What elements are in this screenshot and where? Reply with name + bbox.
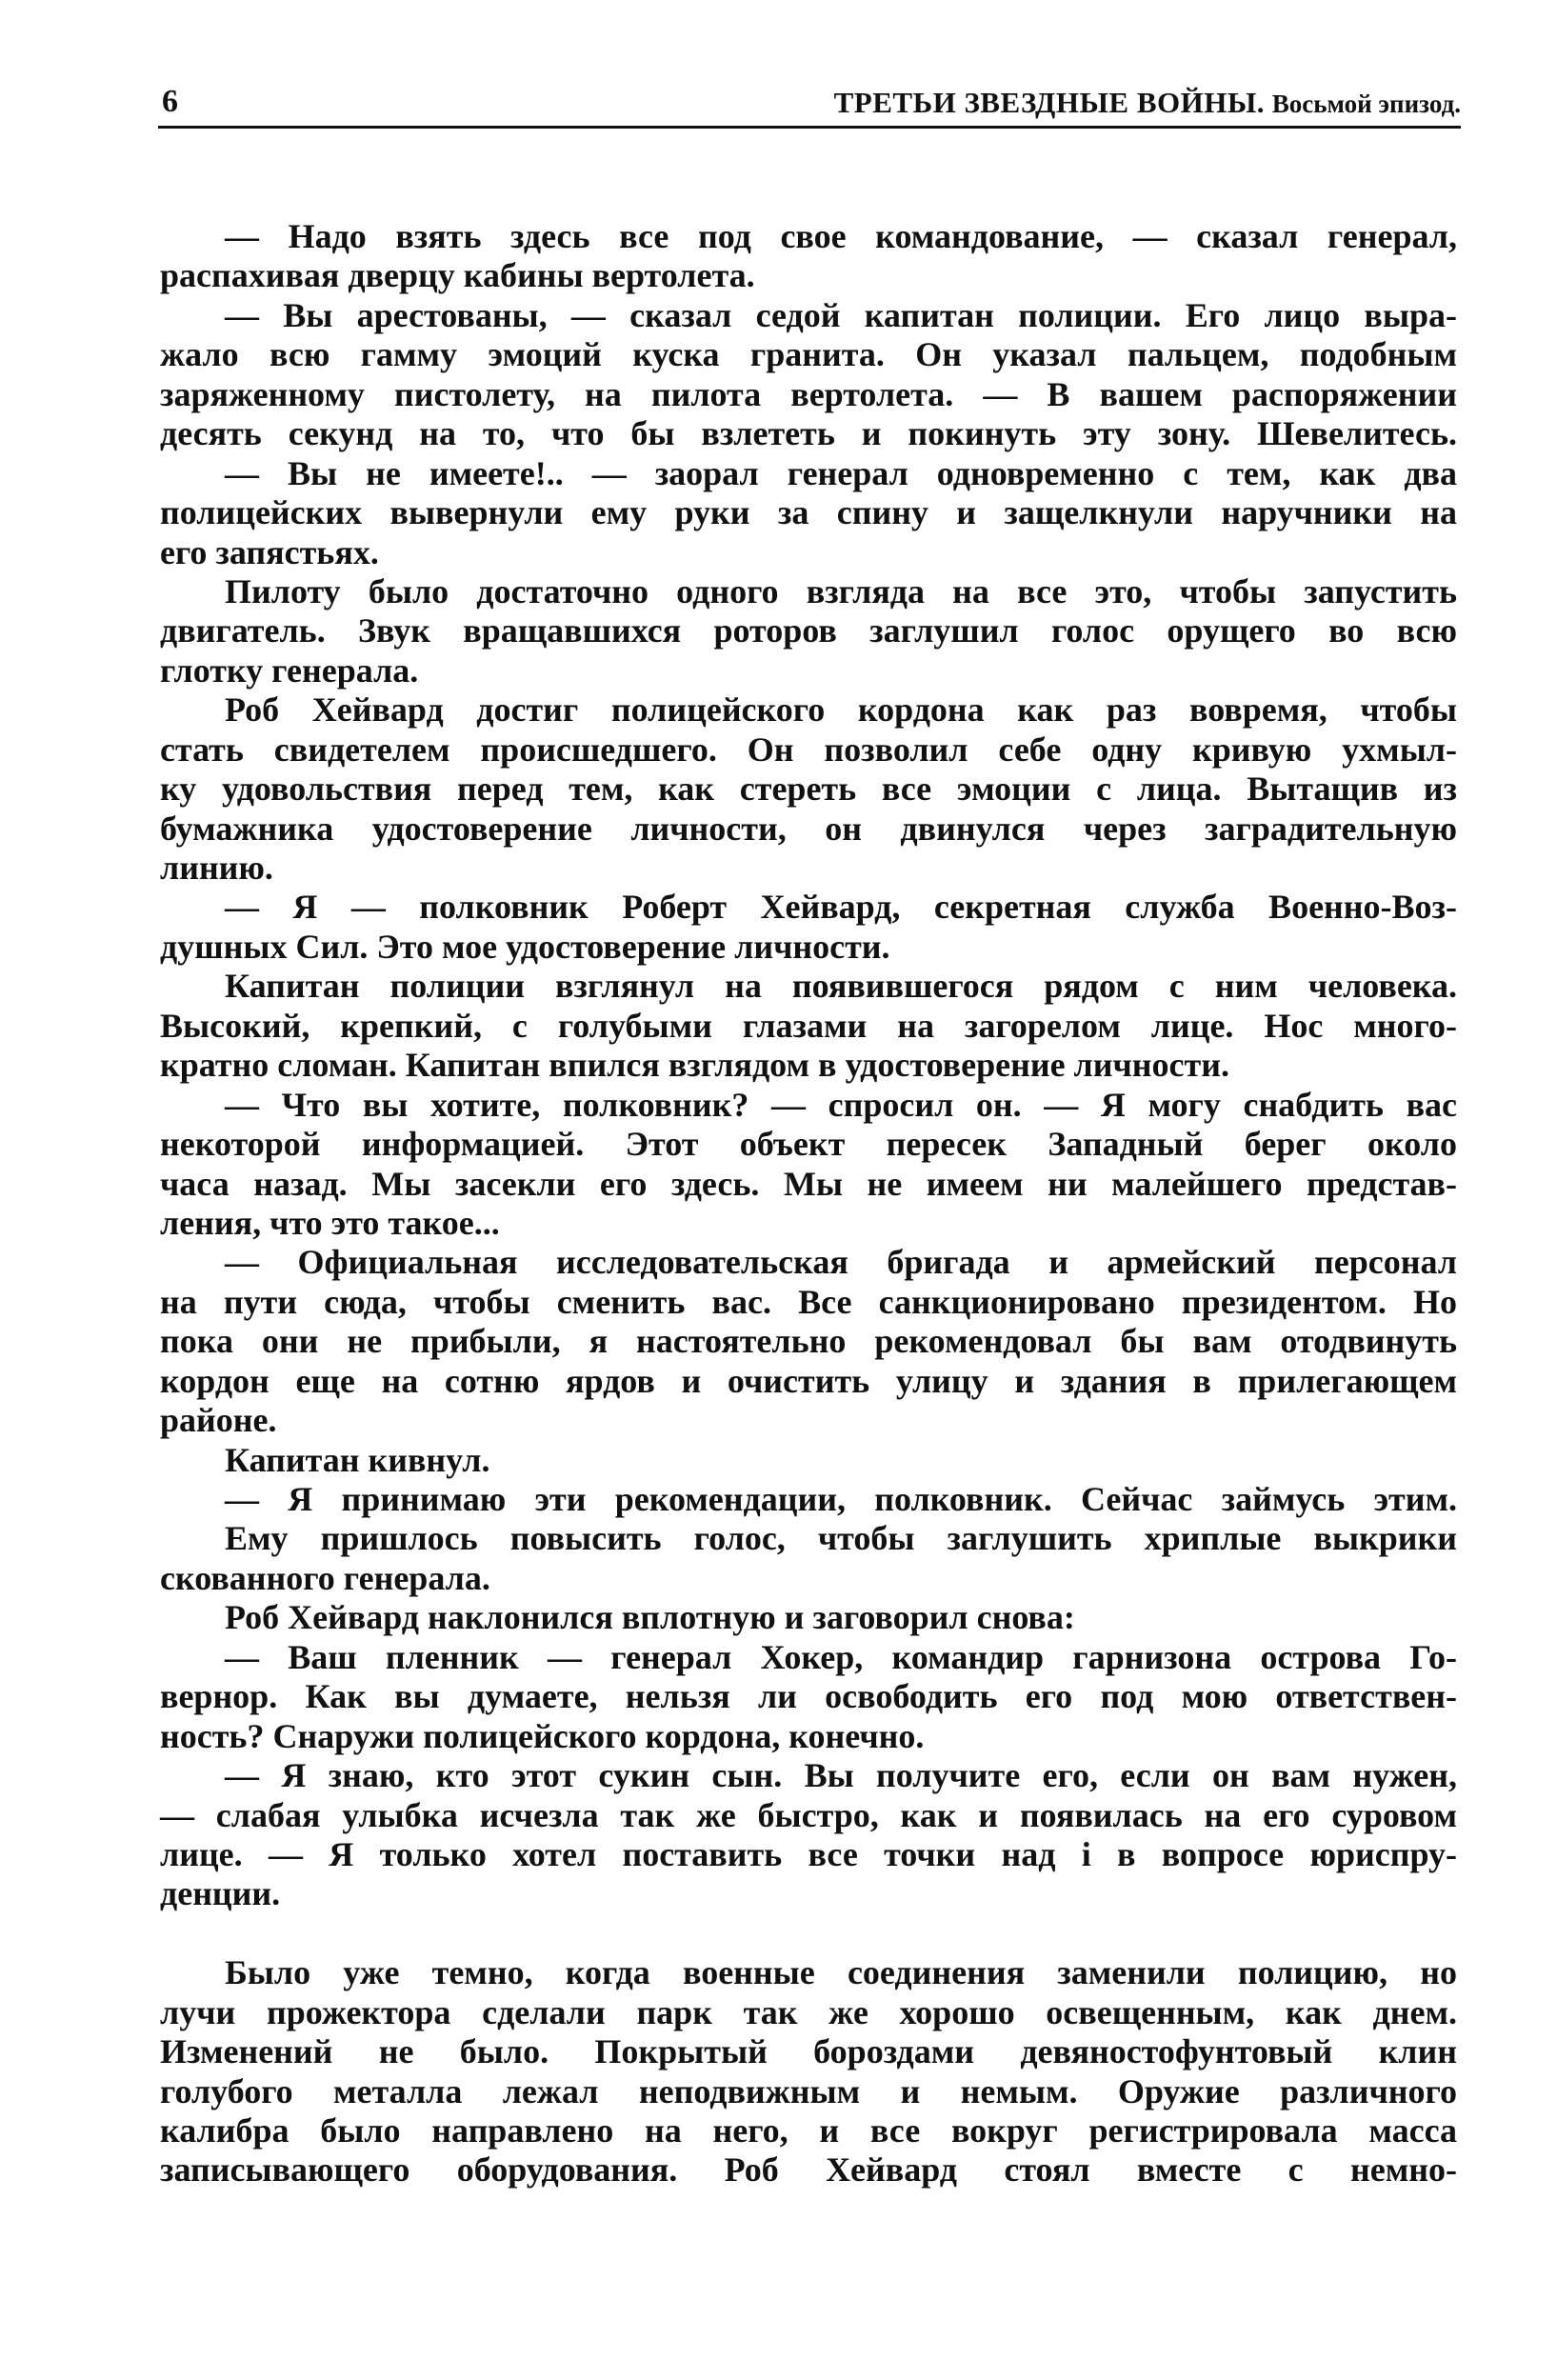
text-line: Было уже темно, когда военные соединения заменили полицию, но <box>225 1953 1457 1992</box>
text-line: заряженному пистолету, на пилота вертолета. — В вашем распоряжении <box>160 374 1457 413</box>
text-line: Капитан кивнул. <box>225 1440 490 1479</box>
text-line: на пути сюда, чтобы сменить вас. Все санкционировано президентом. Но <box>160 1282 1457 1321</box>
text-line: кратно сломан. Капитан впился взглядом в удостоверение личности. <box>160 1046 1229 1085</box>
page-number: 6 <box>162 84 178 119</box>
text-line: калибра было направлено на него, и все вокруг регистрировала масса <box>160 2111 1457 2150</box>
text-line: двигатель. Звук вращавшихся роторов заглушил голос орущего во всю <box>160 611 1457 650</box>
text-line: полицейских вывернули ему руки за спину и защелкнули наручники на <box>160 493 1457 532</box>
text-line: — Вы арестованы, — сказал седой капитан полиции. Его лицо выра- <box>225 295 1457 334</box>
text-line: бумажника удостоверение личности, он двинулся через заградительную <box>160 809 1457 848</box>
text-line: Капитан полиции взглянул на появившегося рядом с ним человека. <box>225 967 1457 1006</box>
text-line: Ему пришлось повысить голос, чтобы заглушить хриплые выкрики <box>225 1519 1457 1558</box>
text-line: — Ваш пленник — генерал Хокер, командир гарнизона острова Го- <box>225 1637 1457 1676</box>
text-line: жало всю гамму эмоций куска гранита. Он указал пальцем, подобным <box>160 335 1457 374</box>
text-line: ления, что это такое... <box>160 1203 500 1242</box>
text-line: кордон еще на сотню ярдов и очистить улицу и здания в прилегающем <box>160 1361 1457 1400</box>
text-line: — Что вы хотите, полковник? — спросил он. — Я могу снабдить вас <box>225 1085 1457 1124</box>
paragraph <box>160 690 1457 888</box>
text-line: записывающего оборудования. Роб Хейвард стоял вместе с немно- <box>160 2150 1457 2190</box>
text-line: Роб Хейвард наклонился вплотную и заговорил снова: <box>225 1598 1075 1637</box>
text-line: пока они не прибыли, я настоятельно рекомендовал бы вам отодвинуть <box>160 1322 1457 1361</box>
episode-subtitle: Восьмой эпизод. <box>1271 90 1461 118</box>
text-line: — Официальная исследовательская бригада и армейский персонал <box>225 1243 1457 1282</box>
text-line: некоторой информацией. Этот объект пересек Западный берег около <box>160 1125 1457 1164</box>
text-line: десять секунд на то, что бы взлететь и покинуть эту зону. Шевелитесь. <box>160 414 1457 453</box>
running-title <box>834 86 1461 120</box>
paragraph <box>160 1480 1457 1519</box>
paragraph <box>160 967 1457 1085</box>
text-line: — Я знаю, кто этот сукин сын. Вы получите его, если он вам нужен, <box>225 1756 1457 1795</box>
text-line: распахивая дверцу кабины вертолета. <box>160 256 755 295</box>
paragraph <box>160 888 1457 967</box>
paragraph <box>160 1086 1457 1244</box>
paragraph <box>160 1598 1457 1637</box>
text-line: скованного генерала. <box>160 1558 490 1597</box>
text-line: — слабая улыбка исчезла так же быстро, как и появилась на его суровом <box>160 1795 1457 1834</box>
text-line: глотку генерала. <box>160 650 419 690</box>
text-line: его запястьях. <box>160 532 379 571</box>
paragraph <box>160 217 1457 296</box>
running-header <box>158 84 1461 129</box>
paragraph <box>160 1953 1457 2190</box>
paragraph <box>160 1441 1457 1480</box>
paragraph <box>160 1756 1457 1914</box>
text-line: Роб Хейвард достиг полицейского кордона как раз вовремя, чтобы <box>225 690 1457 730</box>
paragraph <box>160 1638 1457 1756</box>
text-line: — Я принимаю эти рекомендации, полковник. Сейчас займусь этим. <box>225 1480 1457 1518</box>
text-line: — Надо взять здесь все под свое командование, — сказал генерал, <box>225 217 1457 255</box>
text-line: — Вы не имеете!.. — заорал генерал одновременно с тем, как два <box>225 453 1457 492</box>
text-line: лице. — Я только хотел поставить все точки над i в вопросе юриспру- <box>160 1834 1457 1873</box>
text-line: ность? Снаружи полицейского кордона, конечно. <box>160 1716 925 1755</box>
paragraph <box>160 1519 1457 1598</box>
paragraph <box>160 296 1457 454</box>
text-line: линию. <box>160 849 273 887</box>
text-line: ку удовольствия перед тем, как стереть все эмоции с лица. Вытащив из <box>160 770 1457 809</box>
book-title: ТРЕТЬИ ЗВЕЗДНЫЕ ВОЙНЫ. <box>833 86 1266 119</box>
text-line: Высокий, крепкий, с голубыми глазами на загорелом лице. Нос много- <box>160 1006 1457 1045</box>
text-line: вернор. Как вы думаете, нельзя ли освободить его под мою ответствен- <box>160 1677 1457 1716</box>
text-line: часа назад. Мы засекли его здесь. Мы не имеем ни малейшего представ- <box>160 1164 1457 1203</box>
page-body-text <box>160 217 1457 2190</box>
paragraph <box>160 454 1457 572</box>
text-line: районе. <box>160 1401 277 1440</box>
text-line: голубого металла лежал неподвижным и немым. Оружие различного <box>160 2071 1457 2110</box>
text-line: лучи прожектора сделали парк так же хорошо освещенным, как днем. <box>160 1992 1457 2031</box>
text-line: стать свидетелем происшедшего. Он позволил себе одну кривую ухмыл- <box>160 730 1457 769</box>
text-line: Пилоту было достаточно одного взгляда на все это, чтобы запустить <box>225 571 1457 610</box>
text-line: Изменений не было. Покрытый бороздами девяностофунтовый клин <box>160 2032 1457 2071</box>
paragraph <box>160 1243 1457 1440</box>
paragraph <box>160 572 1457 690</box>
text-line: — Я — полковник Роберт Хейвард, секретная служба Военно-Воз- <box>225 888 1457 927</box>
text-line: денции. <box>160 1874 281 1913</box>
section-break <box>160 1914 1457 1953</box>
text-line: душных Сил. Это мое удостоверение личности. <box>160 927 890 966</box>
